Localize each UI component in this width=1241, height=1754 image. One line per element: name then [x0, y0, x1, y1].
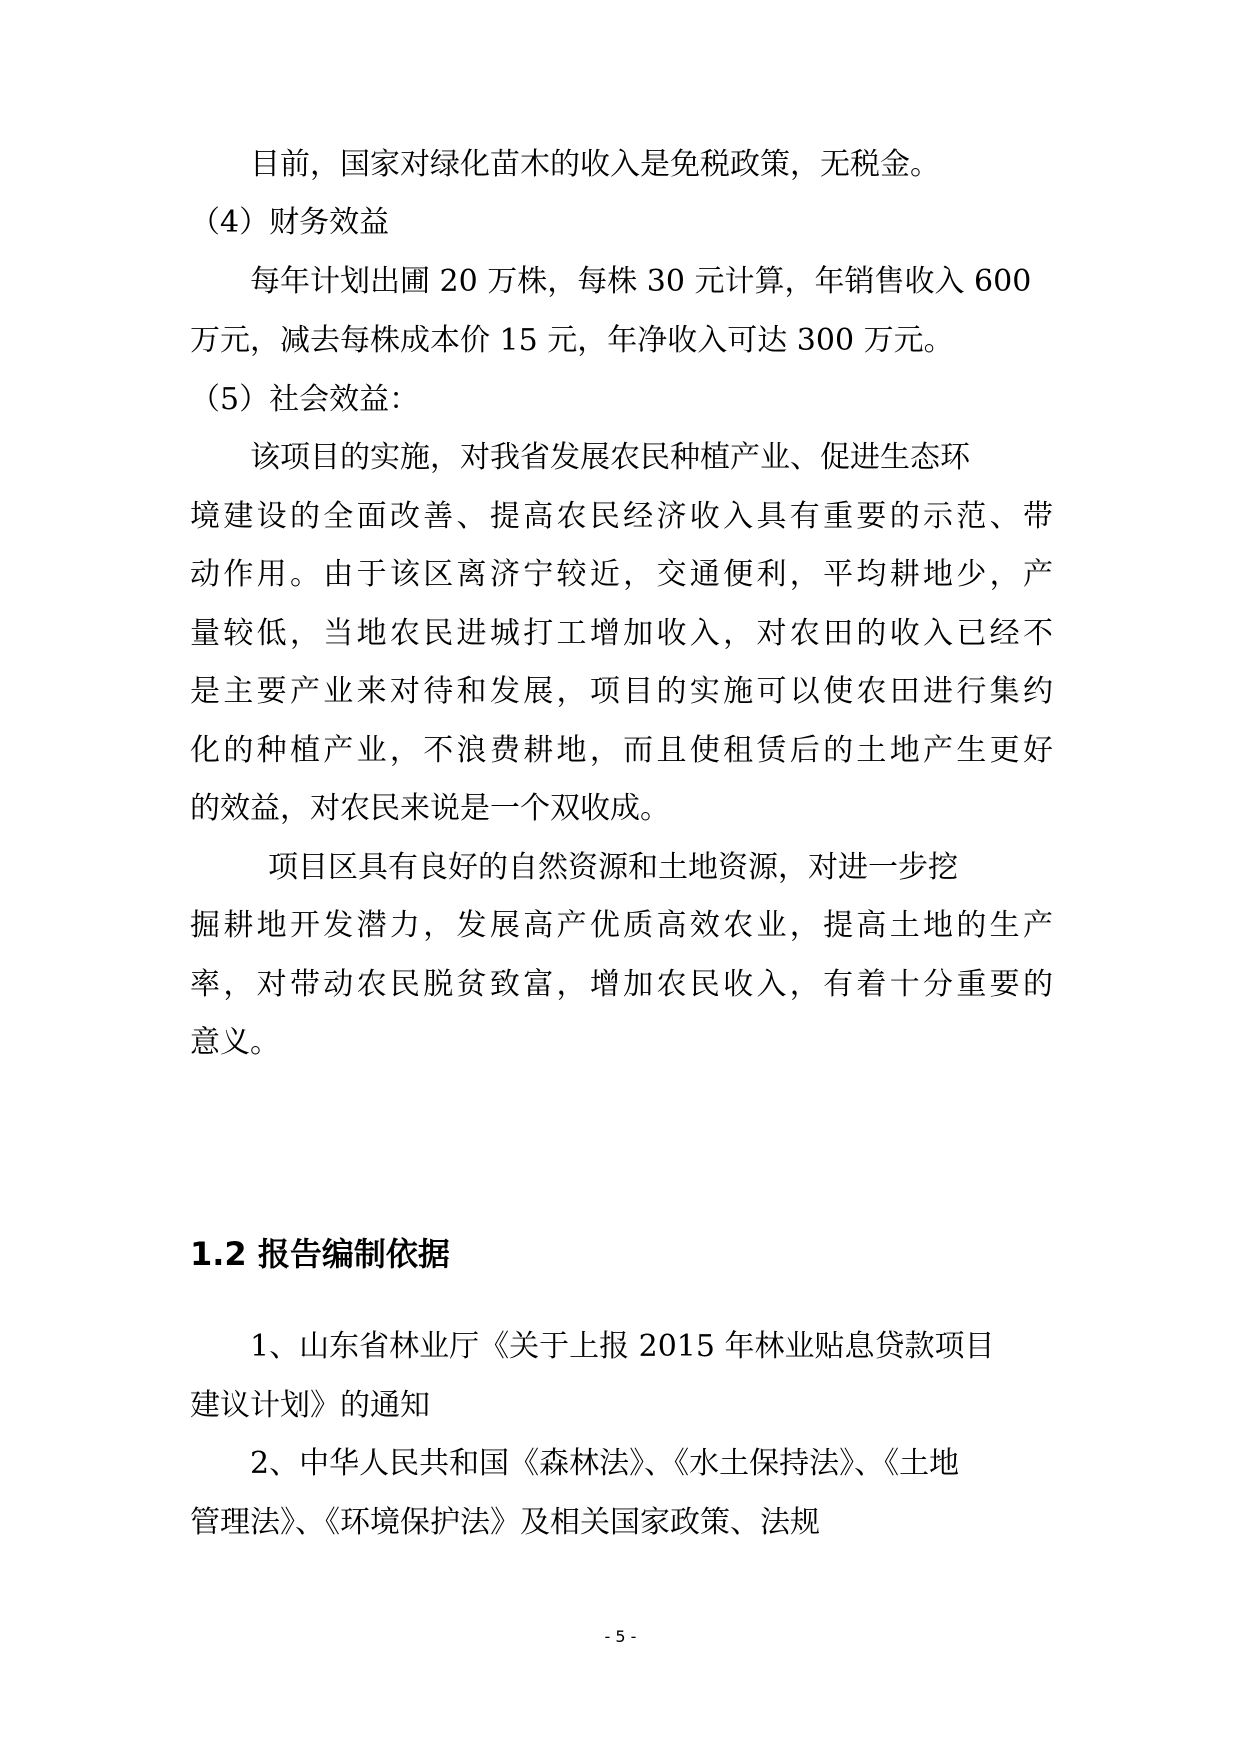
page-number: - 5 - [604, 1627, 637, 1646]
paragraph-line: 动作用。由于该区离济宁较近，交通便利，平均耕地少，产 [190, 557, 1053, 592]
paragraph-line: 的效益，对农民来说是一个双收成。 [190, 791, 670, 826]
paragraph-line: 率，对带动农民脱贫致富，增加农民收入，有着十分重要的 [190, 967, 1053, 1002]
paragraph-line: 万元，减去每株成本价 15 元，年净收入可达 300 万元。 [190, 323, 954, 358]
paragraph-line: 是主要产业来对待和发展，项目的实施可以使农田进行集约 [190, 674, 1053, 709]
paragraph-line: 项目区具有良好的自然资源和土地资源，对进一步挖 [268, 850, 958, 885]
paragraph-line: 意义。 [190, 1025, 280, 1060]
paragraph-line: 境建设的全面改善、提高农民经济收入具有重要的示范、带 [190, 499, 1053, 534]
paragraph-line: 量较低，当地农民进城打工增加收入，对农田的收入已经不 [190, 616, 1053, 651]
paragraph-line: 掘耕地开发潜力，发展高产优质高效农业，提高土地的生产 [190, 908, 1053, 943]
subsection-title: （5）社会效益： [190, 382, 420, 417]
basis-item-line: 1、山东省林业厅《关于上报 2015 年林业贴息贷款项目 [250, 1329, 995, 1364]
basis-item-line: 建议计划》的通知 [190, 1388, 430, 1423]
paragraph-line: 该项目的实施，对我省发展农民种植产业、促进生态环 [250, 440, 970, 475]
paragraph-line: 化的种植产业，不浪费耕地，而且使租赁后的土地产生更好 [190, 733, 1053, 768]
basis-item-line: 2、中华人民共和国《森林法》、《水土保持法》、《土地 [250, 1446, 960, 1481]
basis-item-line: 管理法》、《环境保护法》及相关国家政策、法规 [190, 1505, 820, 1540]
paragraph-line: 每年计划出圃 20 万株，每株 30 元计算，年销售收入 600 [250, 264, 1032, 299]
section-heading: 1.2 报告编制依据 [190, 1235, 450, 1273]
subsection-title: （4）财务效益 [190, 205, 390, 240]
paragraph-line: 目前，国家对绿化苗木的收入是免税政策，无税金。 [250, 147, 940, 182]
